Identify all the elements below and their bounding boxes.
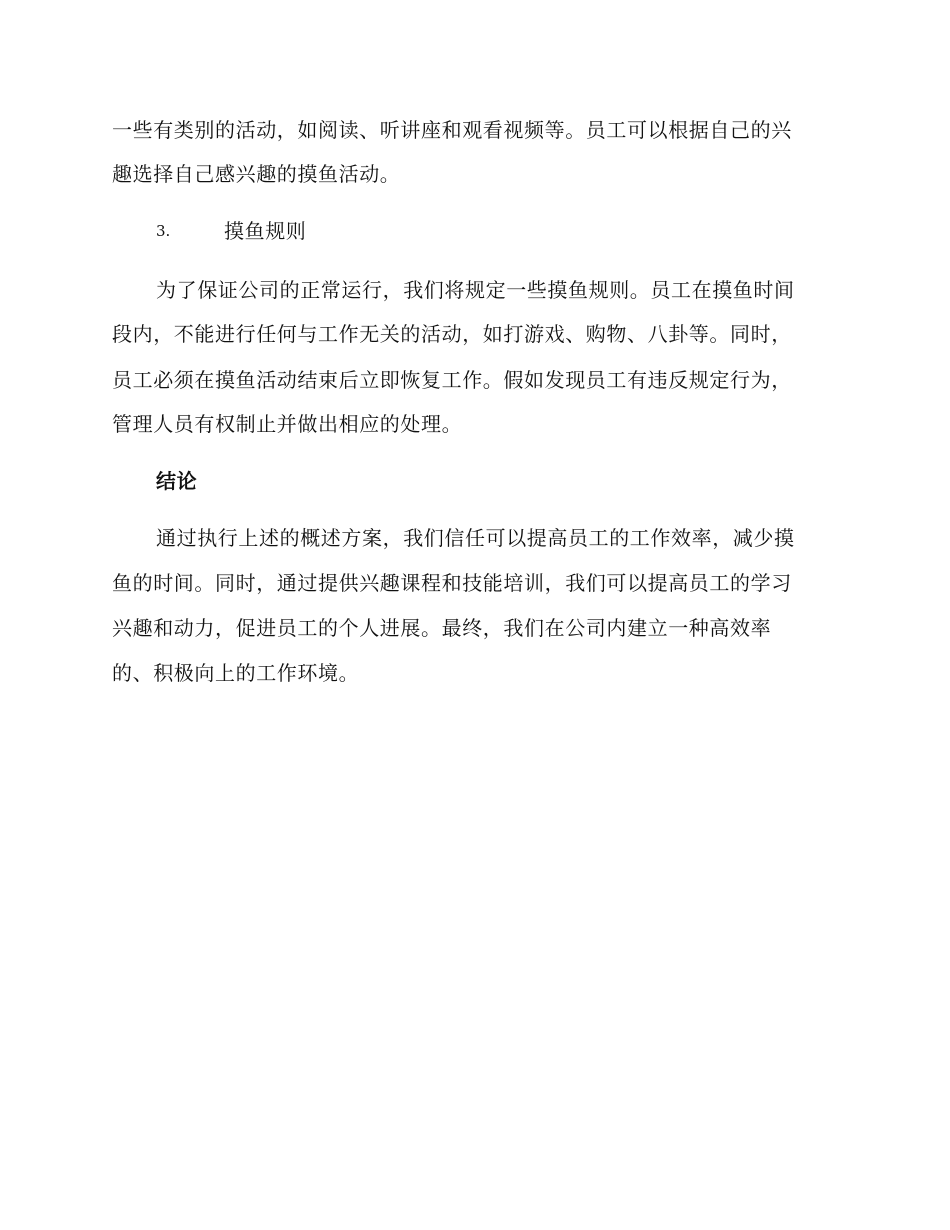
section-3-line-4: 管理人员有权制止并做出相应的处理。 [112, 412, 463, 436]
intro-line-2: 趣选择自己感兴趣的摸鱼活动。 [112, 162, 401, 186]
conclusion-heading: 结论 [156, 469, 198, 493]
intro-line-1: 一些有类别的活动，如阅读、听讲座和观看视频等。员工可以根据自己的兴 [112, 118, 792, 142]
conclusion-line-4: 的、积极向上的工作环境。 [112, 661, 360, 685]
conclusion-line-3: 兴趣和动力，促进员工的个人进展。最终，我们在公司内建立一种高效率 [112, 616, 772, 640]
section-3-line-3: 员工必须在摸鱼活动结束后立即恢复工作。假如发现员工有违反规定行为， [112, 368, 792, 392]
conclusion-line-2: 鱼的时间。同时，通过提供兴趣课程和技能培训，我们可以提高员工的学习 [112, 571, 792, 595]
conclusion-line-1: 通过执行上述的概述方案，我们信任可以提高员工的工作效率，减少摸 [156, 526, 795, 550]
section-3-line-1: 为了保证公司的正常运行，我们将规定一些摸鱼规则。员工在摸鱼时间 [156, 278, 795, 302]
section-3-title: 摸鱼规则 [224, 219, 307, 243]
section-3-line-2: 段内，不能进行任何与工作无关的活动，如打游戏、购物、八卦等。同时， [112, 322, 792, 346]
section-3-number: 3. [156, 222, 171, 240]
